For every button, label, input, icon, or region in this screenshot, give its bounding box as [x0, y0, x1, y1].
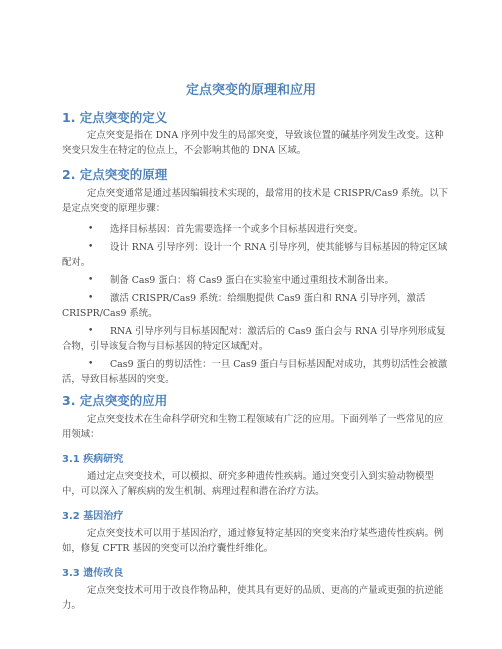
list-item-text: 激活 CRISPR/Cas9 系统：给细胞提供 Cas9 蛋白和 RNA 引导序列，激活 CRISPR/Cas9 系统。 — [62, 293, 426, 319]
section-heading-definition: 1. 定点突变的定义 — [62, 110, 168, 125]
subsection-paragraph-disease-research: 通过定点突变技术，可以模拟、研究多种遗传性疾病。通过突变引入到实验动物模型中，可以深入了解疾病的发生机制、病理过程和潜在治疗方法。 — [62, 471, 434, 497]
list-item — [62, 357, 450, 387]
subsection-heading-gene-therapy: 3.2 基因治疗 — [62, 511, 124, 522]
list-item — [62, 291, 450, 321]
section-heading-applications: 3. 定点突变的应用 — [62, 393, 168, 408]
list-item — [62, 240, 450, 270]
list-item-text: 制备 Cas9 蛋白：将 Cas9 蛋白在实验室中通过重组技术制备出来。 — [110, 275, 394, 286]
section-heading-principle: 2. 定点突变的原理 — [62, 167, 168, 182]
bullet-icon: • — [88, 326, 94, 336]
bullet-icon: • — [88, 359, 94, 369]
list-item-text: Cas9 蛋白的剪切活性：一旦 Cas9 蛋白与目标基因配对成功，其剪切活性会被激活，导致目标基因的突变。 — [62, 359, 448, 385]
list-item-text: 选择目标基因：首先需要选择一个或多个目标基因进行突变。 — [110, 224, 364, 235]
document-title: 定点突变的原理和应用 — [185, 83, 316, 98]
subsection-heading-disease-research: 3.1 疾病研究 — [62, 454, 124, 465]
subsection-paragraph-genetic-improvement: 定点突变技术可用于改良作物品种，使其具有更好的品质、更高的产量或更强的抗逆能力。 — [62, 585, 444, 611]
principle-step-list — [62, 222, 450, 390]
bullet-icon: • — [88, 275, 94, 285]
subsection-heading-genetic-improvement: 3.3 遗传改良 — [62, 568, 124, 579]
section-paragraph-applications: 定点突变技术在生命科学研究和生物工程领域有广泛的应用。下面列举了一些常见的应用领域： — [62, 414, 444, 440]
subsection-paragraph-gene-therapy: 定点突变技术可以用于基因治疗，通过修复特定基因的突变来治疗某些遗传性疾病。例如，修复 CFTR 基因的突变可以治疗囊性纤维化。 — [62, 528, 444, 554]
section-paragraph-definition: 定点突变是指在 DNA 序列中发生的局部突变，导致该位置的碱基序列发生改变。这种突变只发生在特定的位点上，不会影响其他的 DNA 区域。 — [62, 130, 444, 156]
list-item — [62, 273, 450, 288]
list-item — [62, 324, 450, 354]
list-item — [62, 222, 450, 237]
section-paragraph-principle: 定点突变通常是通过基因编辑技术实现的，最常用的技术是 CRISPR/Cas9 系统。以下是定点突变的原理步骤： — [62, 188, 449, 214]
list-item-text: RNA 引导序列与目标基因配对：激活后的 Cas9 蛋白会与 RNA 引导序列形成复合物，引导该复合物与目标基因的特定区域配对。 — [62, 326, 446, 352]
bullet-icon: • — [88, 293, 94, 303]
list-item-text: 设计 RNA 引导序列：设计一个 RNA 引导序列，使其能够与目标基因的特定区域配对。 — [62, 242, 448, 268]
bullet-icon: • — [88, 224, 94, 234]
bullet-icon: • — [88, 242, 94, 252]
